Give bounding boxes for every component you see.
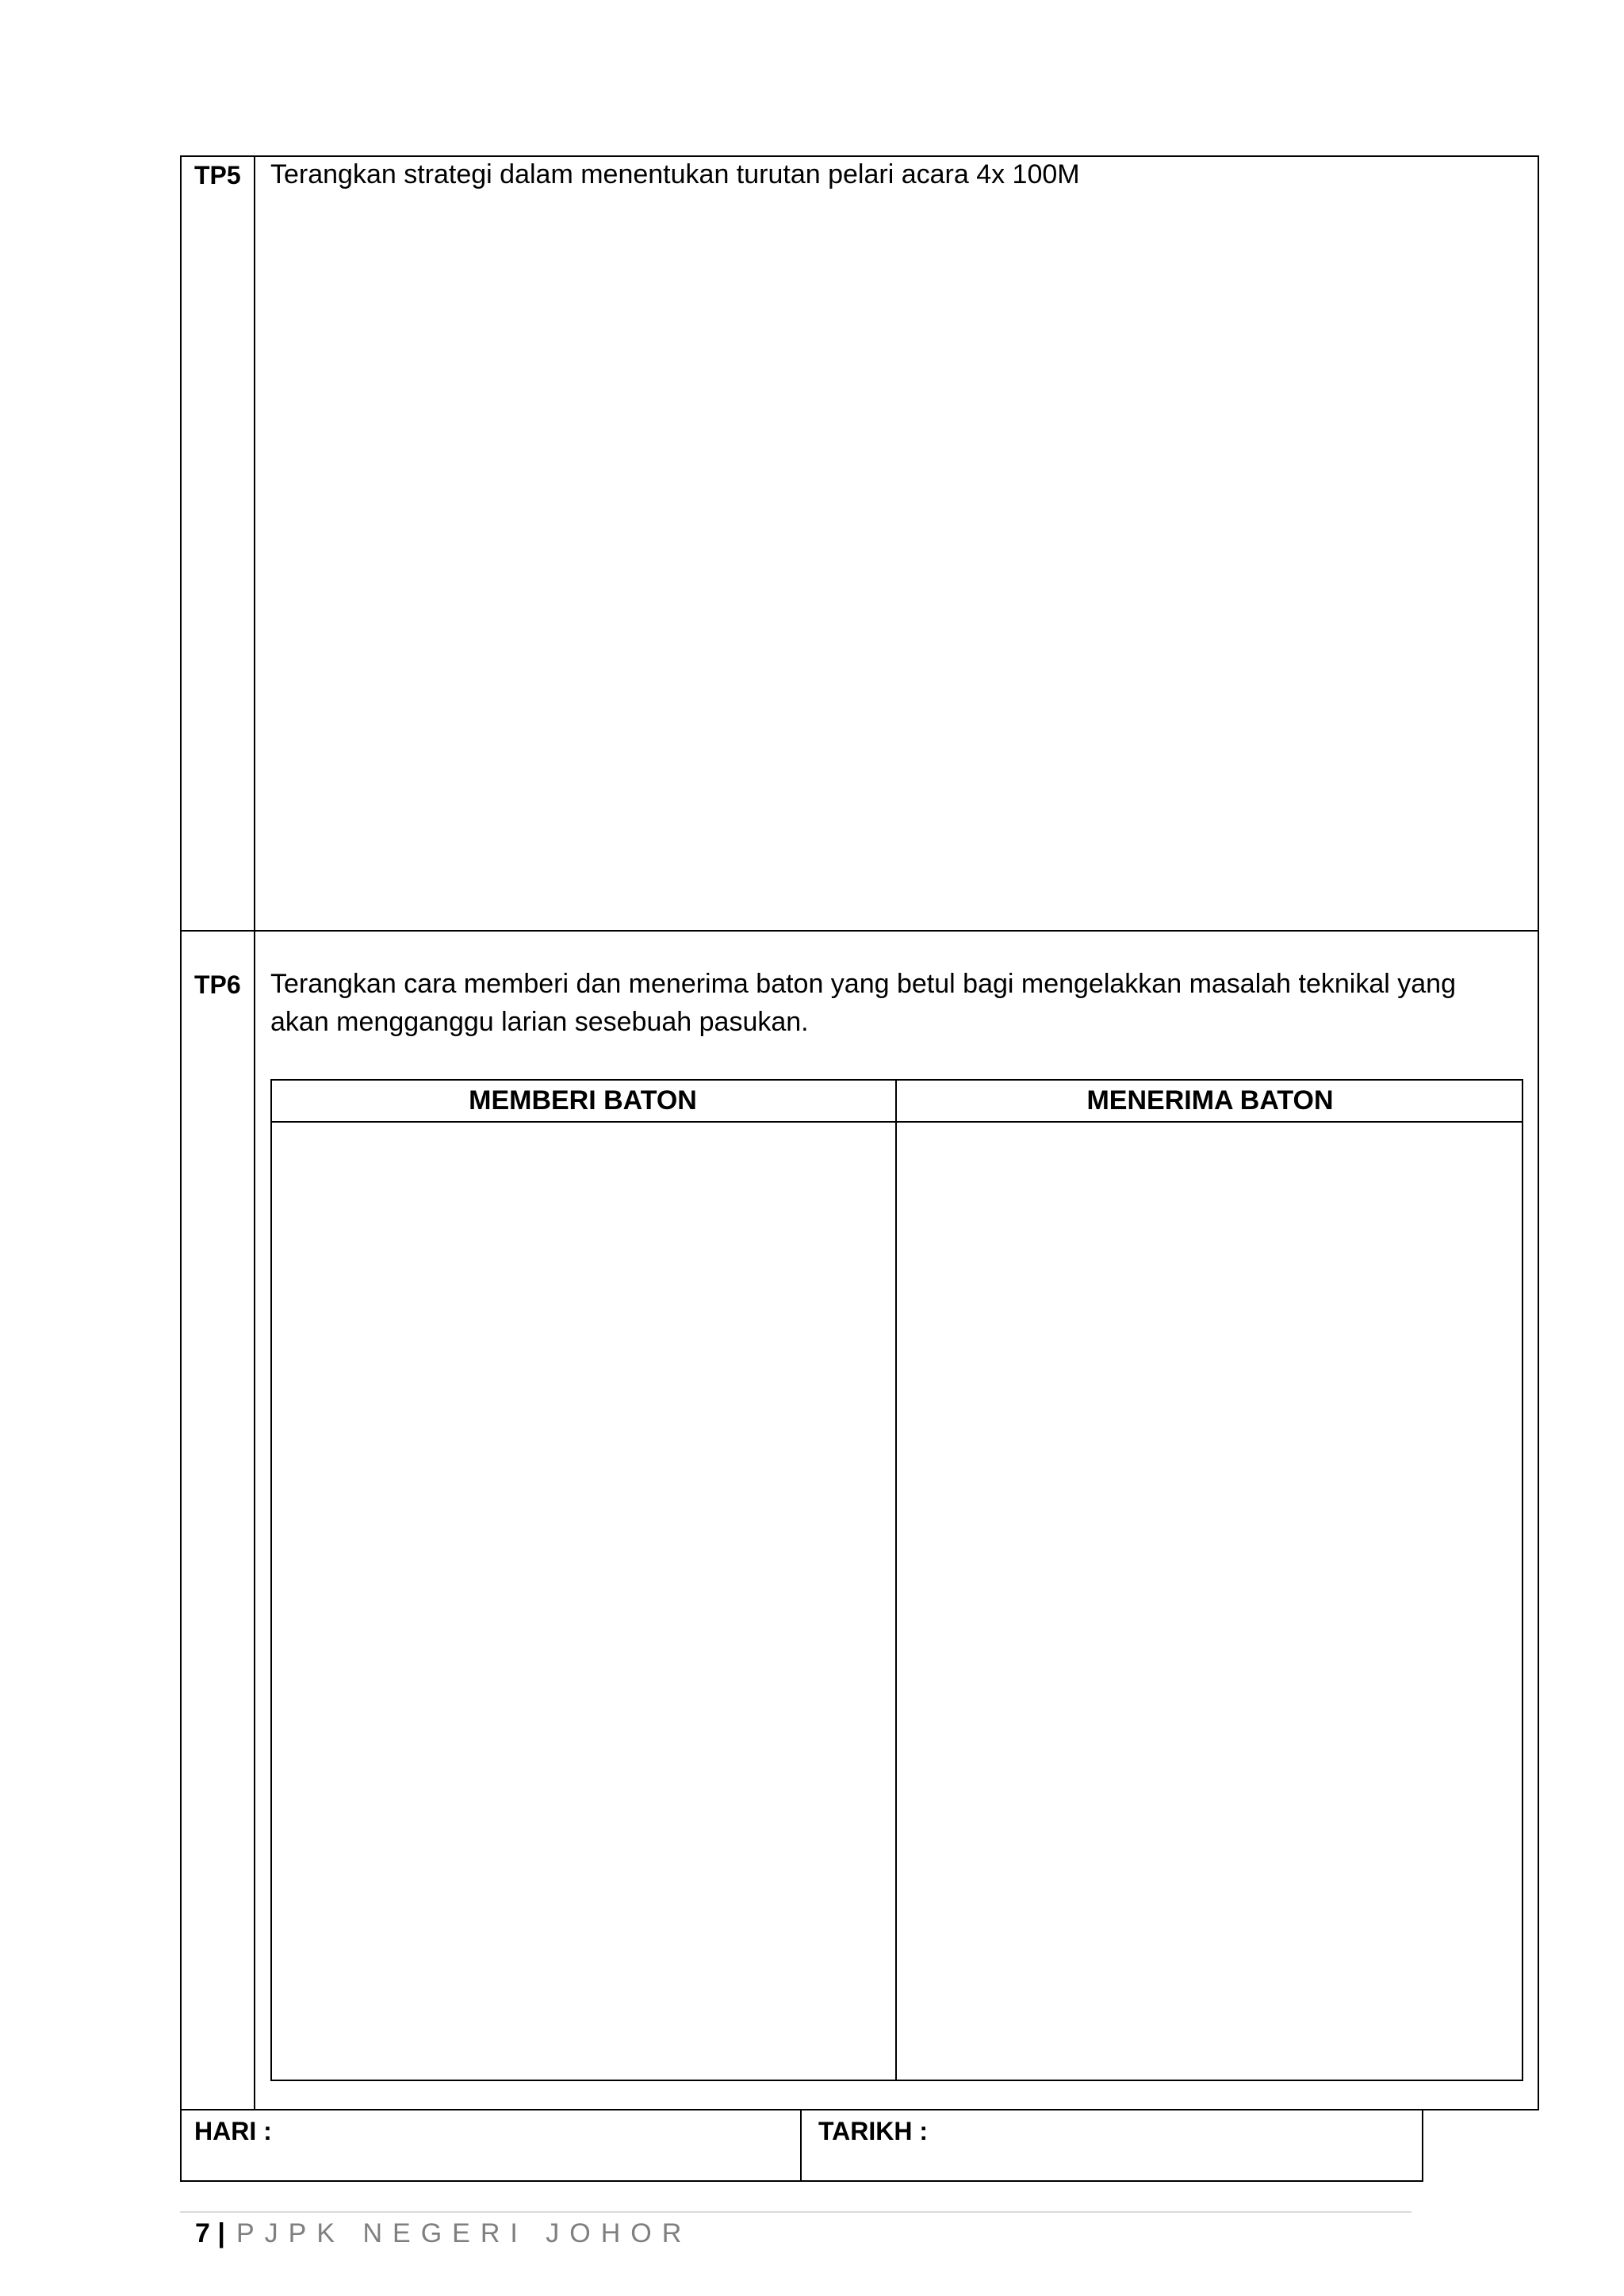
page-number: 7 | [195,2218,225,2248]
day-label: HARI : [194,2117,272,2145]
menerima-baton-answer-cell[interactable] [897,1123,1522,2080]
date-field[interactable] [952,2110,1419,2180]
header-memberi-baton: MEMBERI BATON [469,1085,697,1115]
tp6-code: TP6 [194,970,241,999]
tp6-question-line-1: Terangkan cara memberi dan menerima baton yang betul bagi mengelakkan masalah teknikal yang [270,969,1456,999]
header-menerima-baton: MENERIMA BATON [1086,1085,1334,1115]
page-footer-organization: PJPK NEGERI JOHOR [236,2218,692,2248]
section-divider [180,930,1539,932]
day-field[interactable] [285,2110,793,2180]
page-footer-rule [180,2211,1411,2213]
memberi-baton-answer-cell[interactable] [272,1123,895,2080]
date-label: TARIKH : [818,2117,929,2145]
tp5-code: TP5 [194,161,241,189]
tp6-question-line-2: akan mengganggu larian sesebuah pasukan. [270,1007,809,1037]
tp5-question: Terangkan strategi dalam menentukan turutan pelari acara 4x 100M [270,159,1080,189]
day-date-divider [800,2109,802,2182]
tp5-answer-area[interactable] [270,198,1523,912]
code-column-divider [254,155,255,2110]
